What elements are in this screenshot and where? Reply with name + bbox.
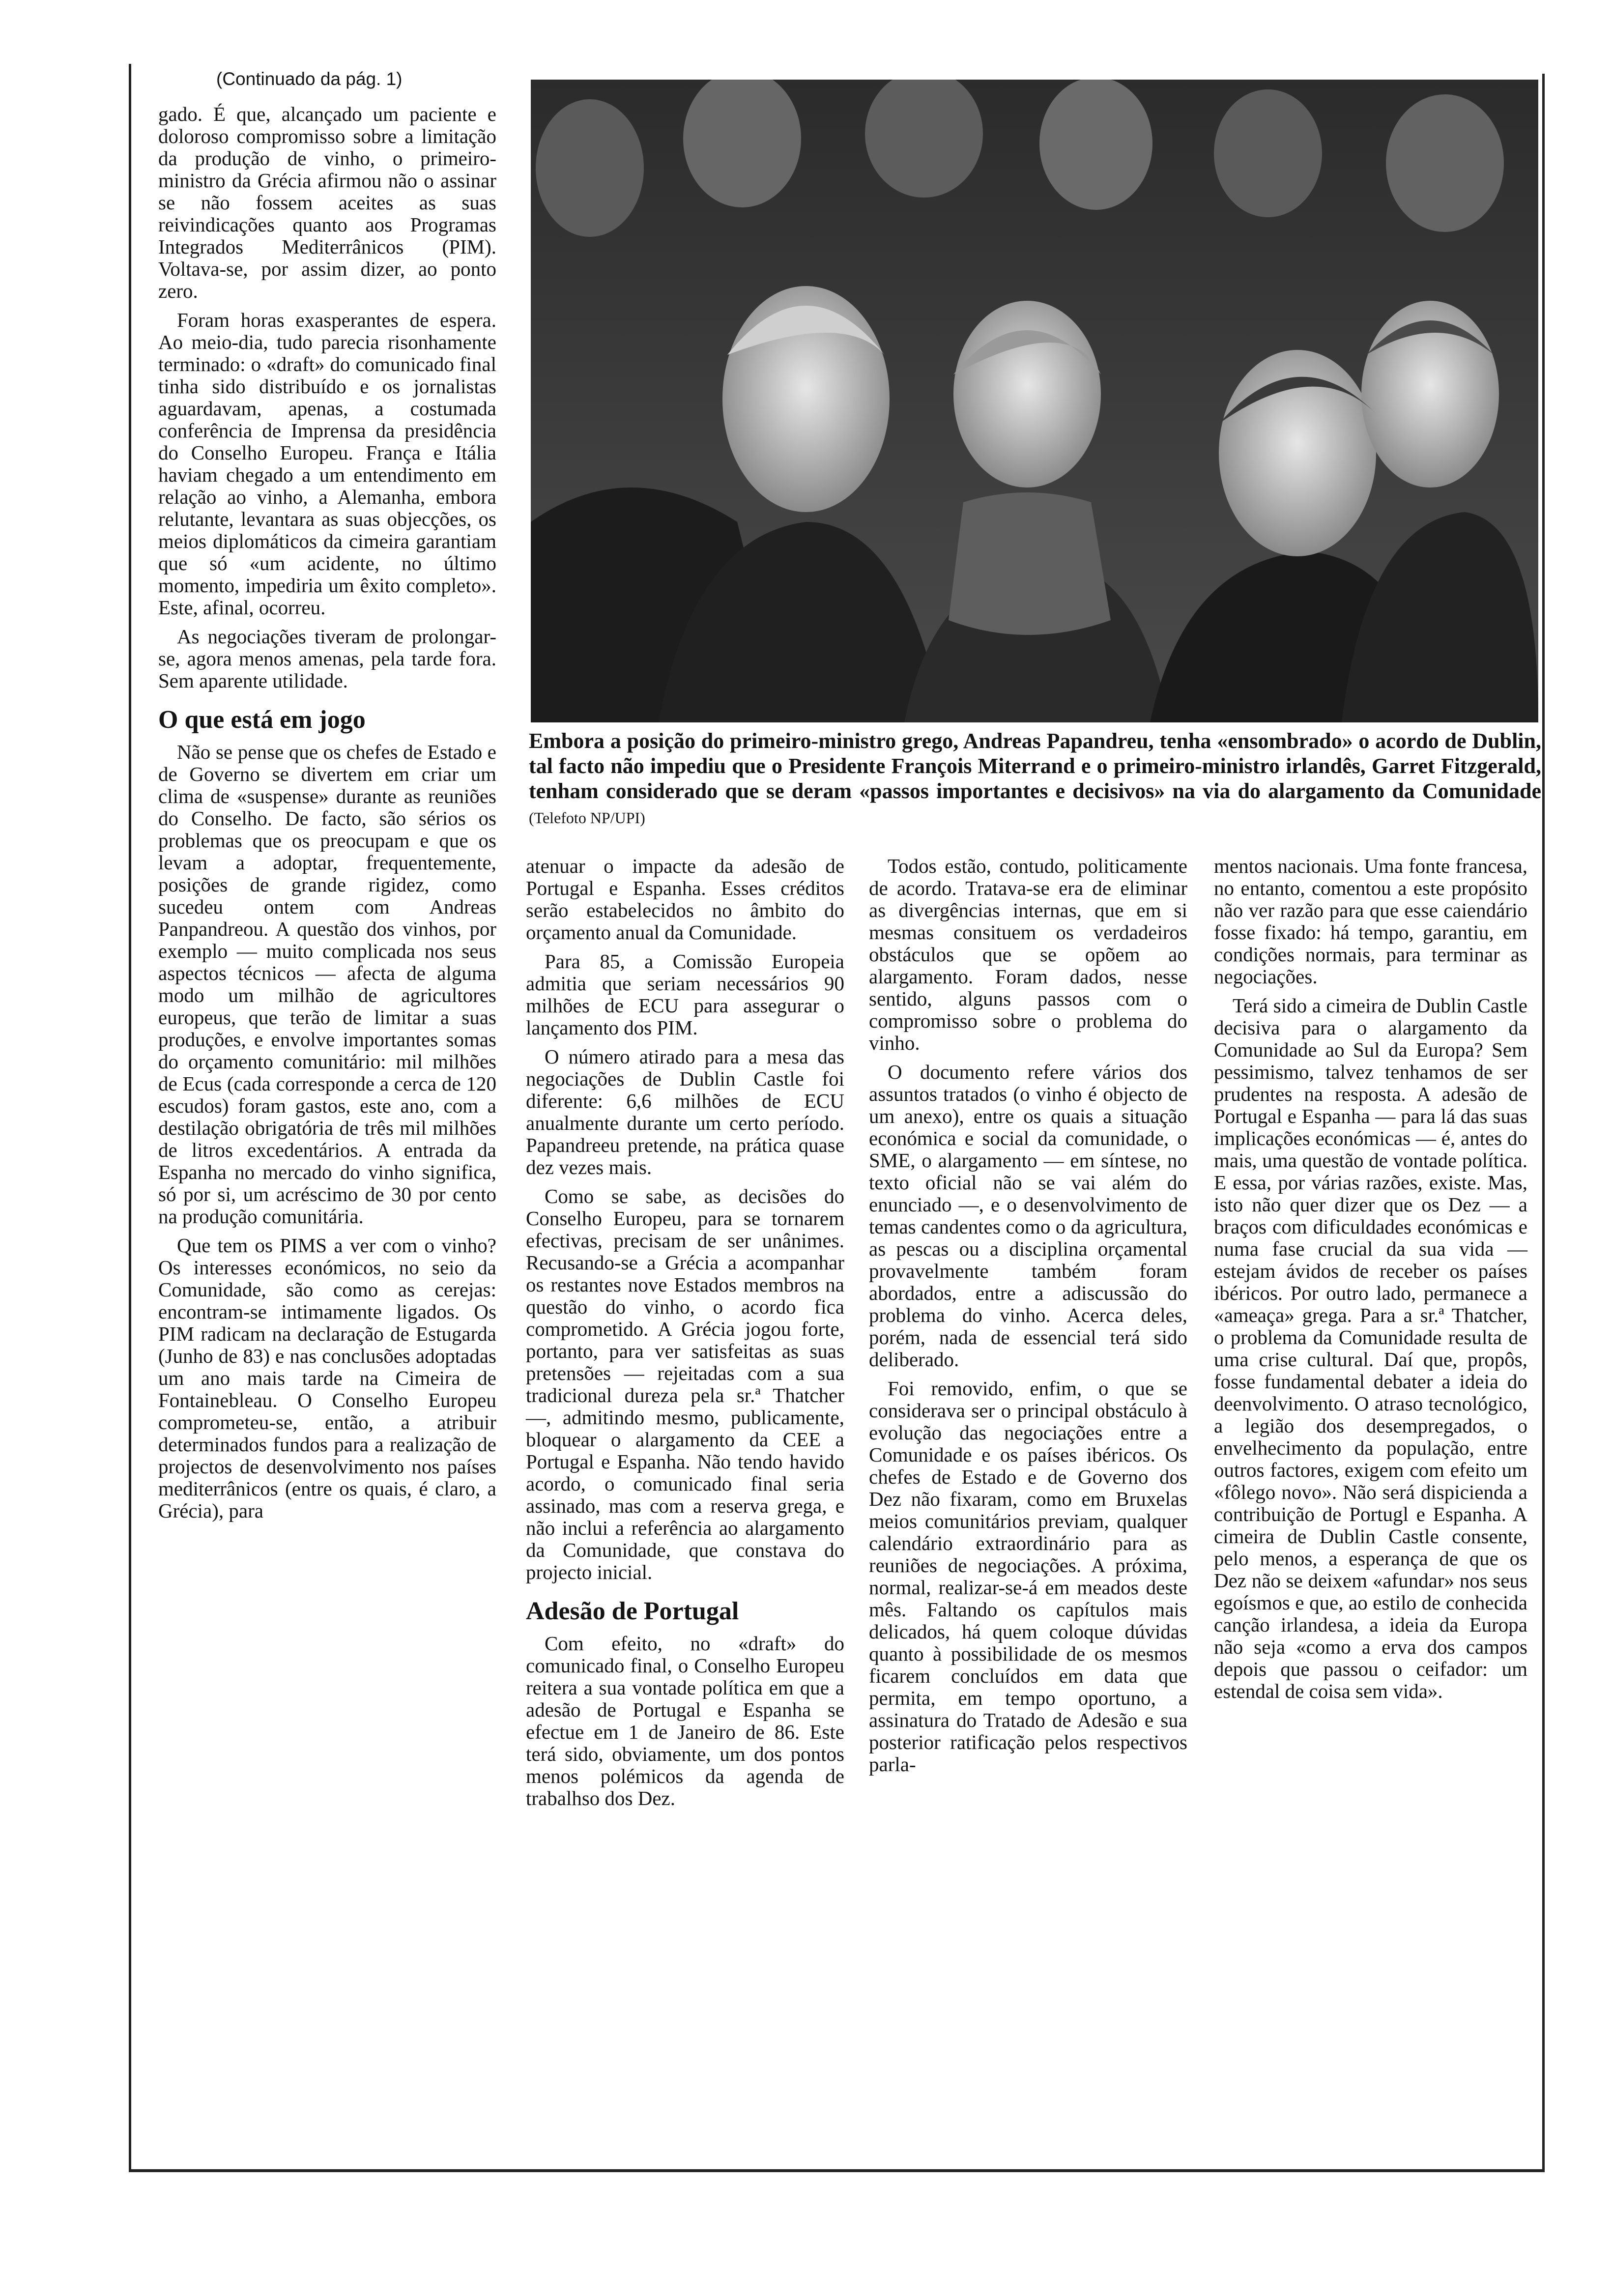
col3-paragraph-1: Todos estão, contudo, politicamente de acordo. Tratava-se era de eliminar as divergências internas, que em si mesmas consituem os verdadeiros obstáculos que se opõem ao alargamento. Foram dados, nesse sentido, alguns passos com o compromisso sobre o problema do vinho. xyxy=(869,855,1187,1054)
col3-paragraph-2: O documento refere vários dos assuntos tratados (o vinho é objecto de um anexo), entre os quais a situação económica e social da comunidade, o SME, o alargamento — em síntese, no texto oficial não se vai além do enunciado —, e o desenvolvimento de temas candentes como o da agricultura, as pescas ou a disciplina orçamental provavelmente também foram abordados, entre a adiscussão do problema do vinho. Acerca deles, porém, nada de essencial terá sido deliberado. xyxy=(869,1061,1187,1371)
col2-paragraph-2: Para 85, a Comissão Europeia admitia que seriam necessários 90 milhões de ECU para assegurar o lançamento dos PIM. xyxy=(526,950,844,1039)
col1-paragraph-4: Não se pense que os chefes de Estado e de Governo se divertem em criar um clima de «suspense» durante as reuniões do Conselho. De facto, são sérios os problemas que os preocupam e que os levam a adoptar, frequentemente, posições de grande rigidez, como sucedeu ontem com Andreas Panpandreou. A questão dos vinhos, por exemplo — muito complicada nos seus aspectos técnicos — afecta de alguma modo um milhão de agricultores europeus, que terão de limitar a suas produções, e envolve importantes somas do orçamento comunitário: mil milhões de Ecus (cada corresponde a cerca de 120 escudos) foram gastos, este ano, com a destilação obrigatória de três mil milhões de litros excedentários. A entrada da Espanha no mercado do vinho significa, só por si, um acréscimo de 30 por cento na produção comunitária. xyxy=(158,741,496,1228)
frame-left xyxy=(129,64,131,2172)
news-photo xyxy=(531,80,1538,722)
column-2 xyxy=(526,855,844,1816)
col2-paragraph-3: O número atirado para a mesa das negociações de Dublin Castle foi diferente: 6,6 milhões de ECU anualmente durante um certo período. Papandreeu pretende, na prática quase dez vezes mais. xyxy=(526,1045,844,1178)
continued-note: (Continuado da pág. 1) xyxy=(216,69,403,89)
col3-paragraph-3: Foi removido, enfim, o que se considerava ser o principal obstáculo à evolução das negociações entre a Comunidade e os países ibéricos. Os chefes de Estado e de Governo dos Dez não fixaram, como em Bruxelas meios comunitários previam, qualquer calendário extraordinário para as reuniões de negociações. A próxima, normal, realizar-se-á em meados deste mês. Faltando os capítulos mais delicados, há quem coloque dúvidas quanto à possibilidade de os mesmos ficarem concluídos em data que permita, em tempo oportuno, a assinatura do Tratado de Adesão e sua posterior ratificação pelos respectivos parla- xyxy=(869,1377,1187,1776)
section-heading-adesao-de-portugal: Adesão de Portugal xyxy=(526,1597,739,1625)
col1-paragraph-3: As negociações tiveram de prolongar-se, agora menos amenas, pela tarde fora. Sem aparente utilidade. xyxy=(158,625,496,692)
column-1 xyxy=(158,103,496,1529)
column-3 xyxy=(869,855,1187,1782)
col1-paragraph-5: Que tem os PIMS a ver com o vinho? Os interesses económicos, no seio da Comunidade, são como as cerejas: encontram-se intimamente ligados. Os PIM radicam na declaração de Estugarda (Junho de 83) e nas conclusões adoptadas um ano mais tarde na Cimeira de Fontainebleau. O Conselho Europeu comprometeu-se, então, a atribuir determinados fundos para a realização de projectos de desenvolvimento nos países mediterrânicos (entre os quais, é claro, a Grécia), para xyxy=(158,1234,496,1522)
photo-illustration xyxy=(531,80,1538,722)
caption-credit: (Telefoto NP/UPI) xyxy=(529,809,645,827)
col4-paragraph-2: Terá sido a cimeira de Dublin Castle decisiva para o alargamento da Comunidade ao Sul da Europa? Sem pessimismo, talvez tenhamos de ser prudentes na resposta. A adesão de Portugal e Espanha — para lá das suas implicações económicas — é, antes do mais, uma questão de vontade política. E essa, por várias razões, existe. Mas, isto não quer dizer que os Dez — a braços com dificuldades económicas e numa fase crucial da sua vida — estejam ávidos de receber os países ibéricos. Por outro lado, permanece a «ameaça» grega. Para a sr.ª Thatcher, o problema da Comunidade resulta de uma crise cultural. Daí que, propôs, fosse fundamental debater a ideia do deenvolvimento. O atraso tecnológico, a legião dos desempregados, o envelhecimento da população, entre outros factores, exigem com efeito um «fôlego novo». Não será dispicienda a contribuição de Portugl e Espanha. A cimeira de Dublin Castle consente, pelo menos, a esperança de que os Dez não se deixem «afundar» nos seus egoísmos e que, ao estilo de conhecida canção irlandesa, a ideia da Europa não seja «como a erva dos campos depois que passou o ceifador: um estendal de coisa sem vida». xyxy=(1214,994,1527,1702)
photo-caption xyxy=(529,728,1541,831)
col1-paragraph-2: Foram horas exasperantes de espera. Ao meio-dia, tudo parecia risonhamente terminado: o «draft» do comunicado final tinha sido distribuído e os jornalistas aguardavam, apenas, a costumada conferência de Imprensa da presidência do Conselho Europeu. França e Itália haviam chegado a um entendimento em relação ao vinho, a Alemanha, embora relutante, levantara as suas objecções, os meios diplomáticos da cimeira garantiam que só «um acidente, no último momento, impediria um êxito completo». Este, afinal, ocorreu. xyxy=(158,309,496,619)
caption-text: Embora a posição do primeiro-ministro grego, Andreas Papandreu, tenha «ensombrado» o acordo de Dublin, tal facto não impediu que o Presidente François Miterrand e o primeiro-ministro irlandês, Garret Fitzgerald, tenham considerado que se deram «passos importantes e decisivos» na via do alargamento da Comunidade xyxy=(529,729,1541,803)
section-heading-o-que-esta-em-jogo: O que está em jogo xyxy=(158,706,366,734)
col2-paragraph-5: Com efeito, no «draft» do comunicado final, o Conselho Europeu reitera a sua vontade política em que a adesão de Portugal e Espanha se efectue em 1 de Janeiro de 86. Este terá sido, obviamente, um dos pontos menos polémicos da agenda de trabalhso dos Dez. xyxy=(526,1632,844,1809)
column-4 xyxy=(1214,855,1527,1709)
col4-paragraph-1: mentos nacionais. Uma fonte francesa, no entanto, comentou a este propósito não ver razão para que esse caiendário fosse fixado: há tempo, garantiu, em condições normais, para terminar as negociações. xyxy=(1214,855,1527,988)
frame-bottom xyxy=(129,2169,1544,2172)
col1-paragraph-1: gado. É que, alcançado um paciente e doloroso compromisso sobre a limitação da produção de vinho, o primeiro-ministro da Grécia afirmou não o assinar se não fossem aceites as suas reivindicações quanto aos Programas Integrados Mediterrânicos (PIM). Voltava-se, por assim dizer, ao ponto zero. xyxy=(158,103,496,302)
frame-right xyxy=(1542,74,1545,2172)
col2-paragraph-1: atenuar o impacte da adesão de Portugal e Espanha. Esses créditos serão estabelecidos no âmbito do orçamento anual da Comunidade. xyxy=(526,855,844,944)
col2-paragraph-4: Como se sabe, as decisões do Conselho Europeu, para se tornarem efectivas, precisam de ser unânimes. Recusando-se a Grécia a acompanhar os restantes nove Estados membros na questão do vinho, o acordo fica comprometido. A Grécia jogou forte, portanto, para ver satisfeitas as suas pretensões — rejeitadas com a sua tradicional dureza pela sr.ª Thatcher —, admitindo mesmo, publicamente, bloquear o alargamento da CEE a Portugal e Espanha. Não tendo havido acordo, o comunicado final seria assinado, mas com a reserva grega, e não inclui a referência ao alargamento da Comunidade, que constava do projecto inicial. xyxy=(526,1185,844,1583)
